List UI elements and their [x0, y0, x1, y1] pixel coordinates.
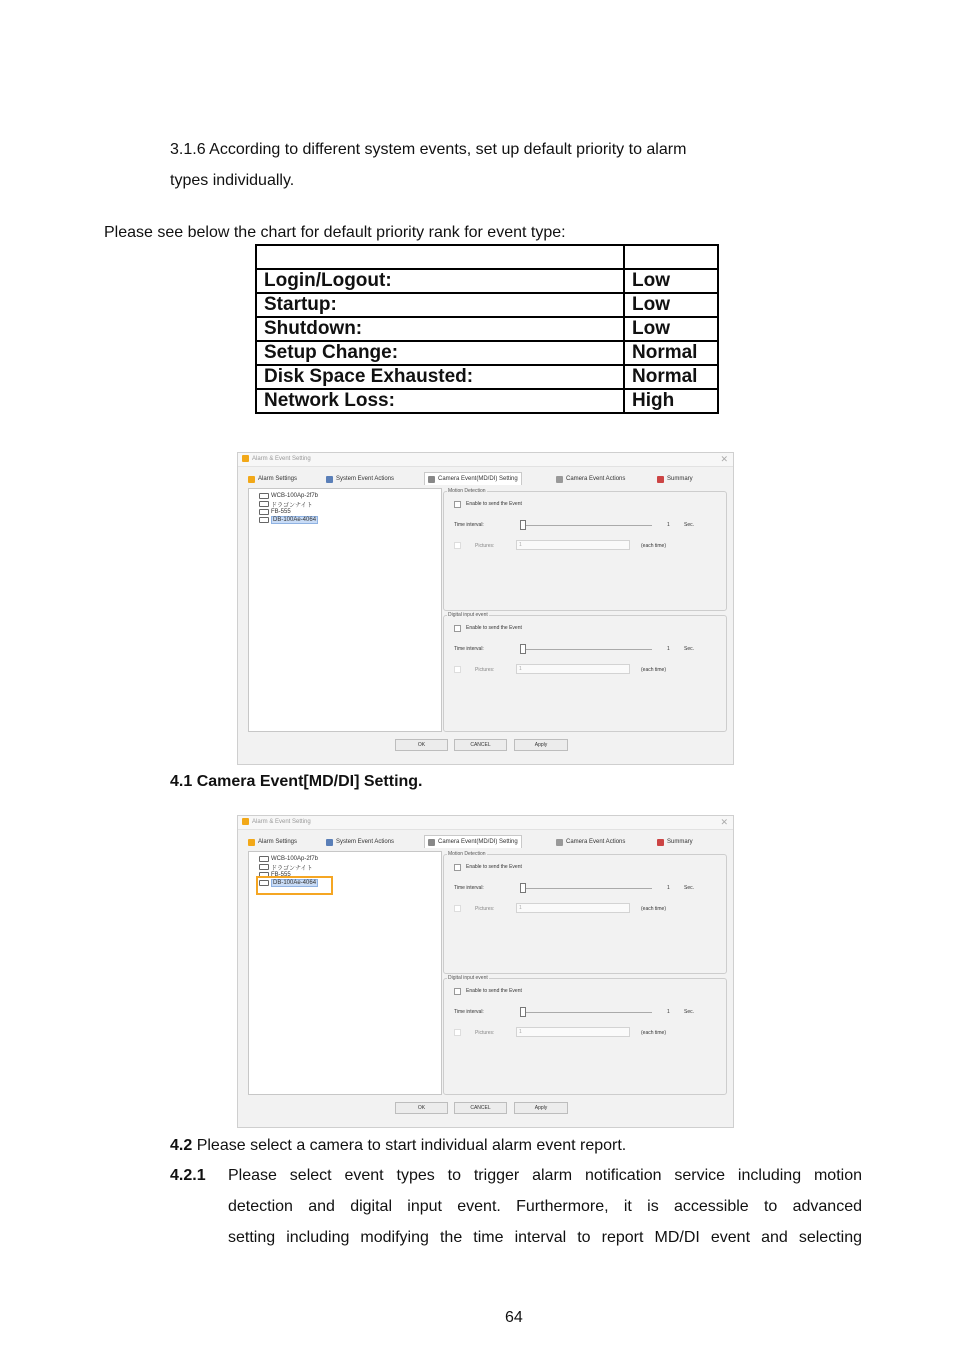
- tree-item-label: WCB-100Ap-2f7b: [271, 856, 319, 862]
- intro-line-1: 3.1.6 According to different system events, set up default priority to alarm: [170, 141, 687, 158]
- enable-label: Enable to send the Event: [466, 501, 522, 507]
- highlight-box: [256, 876, 333, 895]
- time-interval-value: 1: [667, 1009, 670, 1015]
- pictures-value: 1: [519, 905, 522, 911]
- slider-handle[interactable]: [520, 883, 526, 893]
- camera-icon: [428, 839, 435, 846]
- camera-icon: [259, 509, 269, 515]
- time-interval-unit: Sec.: [684, 646, 695, 652]
- tree-item-label: DB-100Ae-4064: [273, 880, 317, 886]
- tab-alarm-settings[interactable]: [248, 473, 297, 485]
- apply-button[interactable]: Apply: [514, 739, 568, 751]
- summary-icon: [657, 839, 664, 846]
- enable-label: Enable to send the Event: [466, 988, 522, 994]
- group-legend: Digital input event: [448, 975, 488, 981]
- pictures-select[interactable]: [516, 540, 630, 550]
- event-cell: Login/Logout:: [256, 269, 624, 293]
- tree-item[interactable]: [259, 863, 313, 871]
- event-cell: Shutdown:: [256, 317, 624, 341]
- pictures-value: 1: [519, 1029, 522, 1035]
- enable-label: Enable to send the Event: [466, 864, 522, 870]
- group-legend: Motion Detection: [448, 488, 486, 494]
- summary-icon: [657, 476, 664, 483]
- priority-cell: Normal: [624, 341, 718, 365]
- time-interval-value: 1: [667, 885, 670, 891]
- section-text: Please select a camera to start individual alarm event report.: [196, 1137, 627, 1154]
- tab-label: Summary: [667, 839, 693, 845]
- table-row: [256, 269, 718, 293]
- enable-checkbox[interactable]: [454, 988, 461, 995]
- slider-handle[interactable]: [520, 1007, 526, 1017]
- camera-icon: [259, 517, 269, 523]
- tab-label: Camera Event(MD/DI) Setting: [438, 839, 518, 845]
- event-cell: Disk Space Exhausted:: [256, 365, 624, 389]
- each-time-label: (each time): [641, 1030, 667, 1036]
- dialog-title: Alarm & Event Setting: [252, 819, 311, 825]
- pictures-value: 1: [519, 666, 522, 672]
- pictures-label: Pictures:: [475, 906, 495, 912]
- priority-cell: Low: [624, 293, 718, 317]
- time-interval-unit: Sec.: [684, 1009, 695, 1015]
- time-interval-slider[interactable]: [520, 649, 652, 650]
- table-row: [256, 365, 718, 389]
- tree-item-label: FB-555: [271, 872, 291, 878]
- page-number: 64: [505, 1309, 523, 1326]
- time-interval-slider[interactable]: [520, 1012, 652, 1013]
- pictures-select[interactable]: [516, 664, 630, 674]
- tree-item-label: ドラゴンナイト: [271, 865, 313, 872]
- section-number: 4.2: [170, 1137, 193, 1154]
- monitor-icon: [326, 839, 333, 846]
- tab-camera-event-actions[interactable]: [556, 473, 625, 485]
- section-number: 4.2.1: [170, 1167, 206, 1184]
- group-legend: Digital input event: [448, 612, 488, 618]
- priority-cell: Normal: [624, 365, 718, 389]
- dialog-titlebar: [238, 816, 733, 830]
- tree-item-label: WCB-100Ap-2f7b: [271, 493, 319, 499]
- table-row: [256, 317, 718, 341]
- tab-label: Camera Event(MD/DI) Setting: [438, 476, 518, 482]
- table-row: [256, 389, 718, 413]
- priority-table: [255, 244, 719, 414]
- enable-checkbox[interactable]: [454, 864, 461, 871]
- motion-detection-group: [443, 488, 727, 611]
- tab-camera-event-setting[interactable]: [424, 835, 522, 848]
- time-interval-unit: Sec.: [684, 885, 695, 891]
- tab-label: Camera Event Actions: [566, 476, 626, 482]
- event-cell: Setup Change:: [256, 341, 624, 365]
- close-icon[interactable]: ✕: [720, 817, 728, 827]
- group-legend: Motion Detection: [448, 851, 486, 857]
- monitor-icon: [326, 476, 333, 483]
- apply-button[interactable]: Apply: [514, 1102, 568, 1114]
- pictures-checkbox[interactable]: [454, 1029, 461, 1036]
- tree-item-selected[interactable]: [259, 516, 318, 524]
- event-cell: Startup:: [256, 293, 624, 317]
- figure-caption-4-1: 4.1 Camera Event[MD/DI] Setting.: [170, 773, 423, 790]
- tab-label: System Event Actions: [336, 839, 395, 845]
- camera-tree: [248, 851, 442, 1095]
- enable-checkbox[interactable]: [454, 501, 461, 508]
- table-header-cell: [624, 245, 718, 269]
- each-time-label: (each time): [641, 543, 667, 549]
- camera-tree: [248, 488, 442, 732]
- table-header-row: [256, 245, 718, 269]
- each-time-label: (each time): [641, 906, 667, 912]
- digital-input-group: [443, 975, 727, 1095]
- time-interval-value: 1: [667, 522, 670, 528]
- time-interval-value: 1: [667, 646, 670, 652]
- app-icon: [242, 818, 249, 825]
- alarm-event-dialog: [237, 452, 734, 765]
- event-cell: Network Loss:: [256, 389, 624, 413]
- enable-label: Enable to send the Event: [466, 625, 522, 631]
- time-interval-slider[interactable]: [520, 888, 652, 889]
- pictures-checkbox[interactable]: [454, 666, 461, 673]
- enable-checkbox[interactable]: [454, 625, 461, 632]
- cancel-button[interactable]: CANCEL: [454, 1102, 507, 1114]
- pictures-value: 1: [519, 542, 522, 548]
- camera-icon: [259, 864, 269, 870]
- chart-intro: Please see below the chart for default priority rank for event type:: [104, 224, 566, 241]
- alarm-icon: [248, 476, 255, 483]
- tab-label: Summary: [667, 476, 693, 482]
- tab-bar: [238, 834, 733, 850]
- pictures-checkbox[interactable]: [454, 905, 461, 912]
- tab-summary[interactable]: [657, 836, 693, 848]
- slider-handle[interactable]: [520, 520, 526, 530]
- camera-icon: [259, 493, 269, 499]
- tab-summary[interactable]: [657, 473, 693, 485]
- camera-action-icon: [556, 839, 563, 846]
- tree-item-label: DB-100Ae-4064: [273, 517, 317, 523]
- table-header-cell: [256, 245, 624, 269]
- camera-icon: [259, 856, 269, 862]
- tree-item-label: FB-555: [271, 509, 291, 515]
- pictures-label: Pictures:: [475, 543, 495, 549]
- camera-action-icon: [556, 476, 563, 483]
- tab-system-event-actions[interactable]: [326, 836, 394, 848]
- tab-camera-event-actions[interactable]: [556, 836, 625, 848]
- pictures-select[interactable]: [516, 903, 630, 913]
- tab-bar: [238, 471, 733, 487]
- time-interval-slider[interactable]: [520, 525, 652, 526]
- motion-detection-group: [443, 851, 727, 974]
- section-4-2: [170, 1136, 626, 1156]
- tree-item[interactable]: [259, 500, 313, 508]
- tab-label: System Event Actions: [336, 476, 395, 482]
- tab-label: Alarm Settings: [258, 476, 298, 482]
- priority-cell: High: [624, 389, 718, 413]
- app-icon: [242, 455, 249, 462]
- dialog-title: Alarm & Event Setting: [252, 456, 311, 462]
- pictures-label: Pictures:: [475, 667, 495, 673]
- alarm-event-dialog: [237, 815, 734, 1128]
- priority-cell: Low: [624, 269, 718, 293]
- time-interval-label: Time interval:: [454, 1009, 484, 1015]
- dialog-titlebar: [238, 453, 733, 467]
- tree-item-label: ドラゴンナイト: [271, 502, 313, 509]
- tab-system-event-actions[interactable]: [326, 473, 394, 485]
- time-interval-unit: Sec.: [684, 522, 695, 528]
- pictures-label: Pictures:: [475, 1030, 495, 1036]
- time-interval-label: Time interval:: [454, 646, 484, 652]
- table-row: [256, 293, 718, 317]
- tab-camera-event-setting[interactable]: [424, 472, 522, 485]
- camera-icon: [259, 501, 269, 507]
- cancel-button[interactable]: CANCEL: [454, 739, 507, 751]
- priority-cell: Low: [624, 317, 718, 341]
- table-row: [256, 341, 718, 365]
- slider-handle[interactable]: [520, 644, 526, 654]
- tab-label: Camera Event Actions: [566, 839, 626, 845]
- time-interval-label: Time interval:: [454, 522, 484, 528]
- ok-button[interactable]: OK: [395, 739, 448, 751]
- tab-label: Alarm Settings: [258, 839, 298, 845]
- tree-item[interactable]: [259, 508, 291, 516]
- pictures-checkbox[interactable]: [454, 542, 461, 549]
- alarm-icon: [248, 839, 255, 846]
- intro-line-2: types individually.: [170, 172, 295, 189]
- tab-alarm-settings[interactable]: [248, 836, 297, 848]
- close-icon[interactable]: ✕: [720, 454, 728, 464]
- section-4-2-1-line-1: Please select event types to trigger alarm notification service including motion: [228, 1167, 862, 1184]
- section-4-2-1-line-2: detection and digital input event. Furthermore, it is accessible to advanced: [228, 1198, 862, 1215]
- section-4-2-1-line-3: setting including modifying the time interval to report MD/DI event and selecting: [228, 1229, 862, 1246]
- ok-button[interactable]: OK: [395, 1102, 448, 1114]
- time-interval-label: Time interval:: [454, 885, 484, 891]
- camera-icon: [428, 476, 435, 483]
- pictures-select[interactable]: [516, 1027, 630, 1037]
- digital-input-group: [443, 612, 727, 732]
- each-time-label: (each time): [641, 667, 667, 673]
